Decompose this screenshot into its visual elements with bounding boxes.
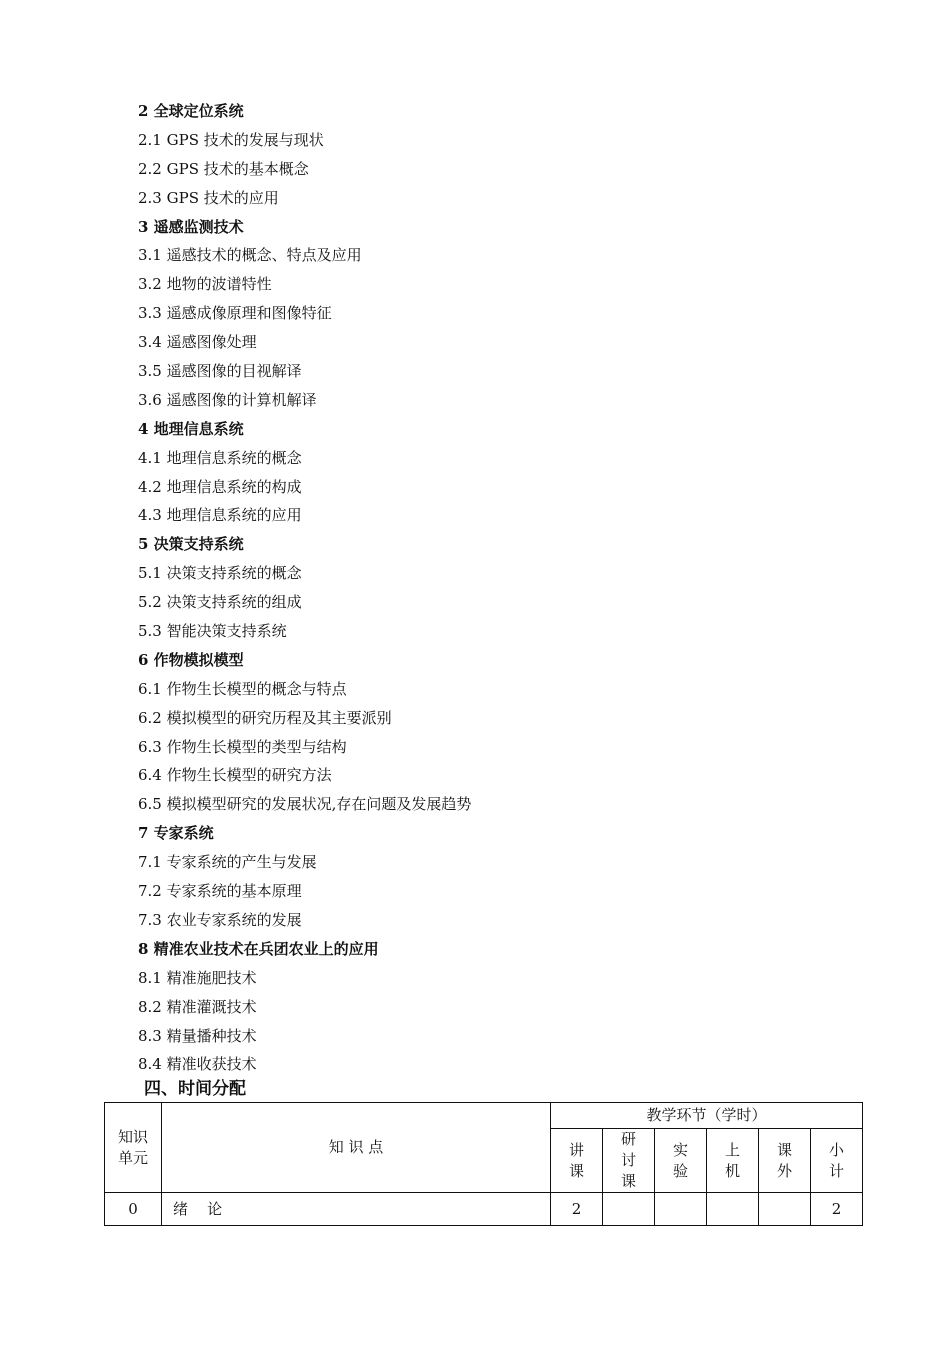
subheader-label: 研讨课 [620, 1130, 636, 1190]
outline-heading: 6 作物模拟模型 [138, 650, 244, 669]
outline-item: 3.4 遥感图像处理 [138, 333, 257, 352]
outline-item: 7.2 专家系统的基本原理 [138, 882, 302, 901]
outline-item: 4.3 地理信息系统的应用 [138, 506, 302, 525]
outline-heading: 3 遥感监测技术 [138, 217, 244, 236]
table-body [105, 1193, 863, 1226]
cell-hours [759, 1193, 811, 1226]
subheader-label: 课外 [776, 1140, 792, 1180]
subheader-cell [603, 1129, 655, 1193]
outline-heading: 2 全球定位系统 [138, 102, 244, 120]
outline-item: 4.2 地理信息系统的构成 [138, 477, 302, 496]
outline-heading: 7 专家系统 [138, 824, 214, 843]
table-header-row [105, 1103, 863, 1129]
table-row [105, 1193, 863, 1226]
cell-hours: 2 [551, 1193, 603, 1226]
cell-point: 绪 论 [162, 1193, 551, 1226]
subheader-cell [655, 1129, 707, 1193]
subheader-cell [811, 1129, 863, 1193]
subheader-label: 上机 [724, 1140, 740, 1180]
section-title: 四、时间分配 [144, 1079, 246, 1099]
cell-hours: 2 [811, 1193, 863, 1226]
outline-item: 3.3 遥感成像原理和图像特征 [138, 304, 332, 323]
outline-item: 7.3 农业专家系统的发展 [138, 910, 302, 929]
outline-item: 8.3 精量播种技术 [138, 1026, 257, 1045]
header-teaching-sessions-label: 教学环节（学时） [646, 1106, 767, 1124]
outline-item: 8.2 精准灌溉技术 [138, 997, 257, 1016]
header-knowledge-point-label: 知 识 点 [328, 1138, 384, 1156]
cell-hours [655, 1193, 707, 1226]
cell-hours [603, 1193, 655, 1226]
subheader-label: 讲课 [568, 1140, 584, 1180]
outline-heading: 8 精准农业技术在兵团农业上的应用 [138, 939, 379, 958]
header-teaching-sessions [551, 1103, 863, 1129]
subheader-label: 小计 [829, 1140, 845, 1180]
outline-item: 6.2 模拟模型的研究历程及其主要派别 [138, 708, 392, 727]
outline-item: 6.5 模拟模型研究的发展状况,存在问题及发展趋势 [138, 795, 472, 814]
outline-item: 2.3 GPS 技术的应用 [138, 188, 279, 207]
outline-heading: 5 决策支持系统 [138, 535, 244, 554]
subheader-cell [759, 1129, 811, 1193]
outline-item: 6.3 作物生长模型的类型与结构 [138, 737, 347, 756]
subheader-label: 实验 [672, 1140, 688, 1180]
cell-hours [707, 1193, 759, 1226]
outline-item: 6.1 作物生长模型的概念与特点 [138, 679, 347, 698]
outline-item: 2.2 GPS 技术的基本概念 [138, 159, 309, 178]
course-outline [138, 97, 471, 1079]
time-allocation-table [104, 1102, 863, 1226]
outline-item: 8.1 精准施肥技术 [138, 968, 257, 987]
header-knowledge-point [162, 1103, 551, 1193]
header-knowledge-unit-label: 知识单元 [117, 1127, 148, 1167]
outline-item: 4.1 地理信息系统的概念 [138, 448, 302, 467]
outline-item: 5.1 决策支持系统的概念 [138, 564, 302, 583]
outline-item: 8.4 精准收获技术 [138, 1055, 257, 1074]
subheader-cell [551, 1129, 603, 1193]
outline-item: 3.6 遥感图像的计算机解译 [138, 390, 317, 409]
outline-item: 2.1 GPS 技术的发展与现状 [138, 130, 324, 149]
subheader-cell [707, 1129, 759, 1193]
outline-item: 5.3 智能决策支持系统 [138, 622, 287, 641]
header-knowledge-unit [105, 1103, 162, 1193]
outline-item: 5.2 决策支持系统的组成 [138, 593, 302, 612]
outline-item: 7.1 专家系统的产生与发展 [138, 853, 317, 872]
outline-item: 3.1 遥感技术的概念、特点及应用 [138, 246, 362, 265]
outline-item: 3.5 遥感图像的目视解译 [138, 362, 302, 381]
outline-heading: 4 地理信息系统 [138, 419, 244, 438]
outline-item: 3.2 地物的波谱特性 [138, 275, 272, 294]
cell-unit: 0 [105, 1193, 162, 1226]
outline-item: 6.4 作物生长模型的研究方法 [138, 766, 332, 785]
